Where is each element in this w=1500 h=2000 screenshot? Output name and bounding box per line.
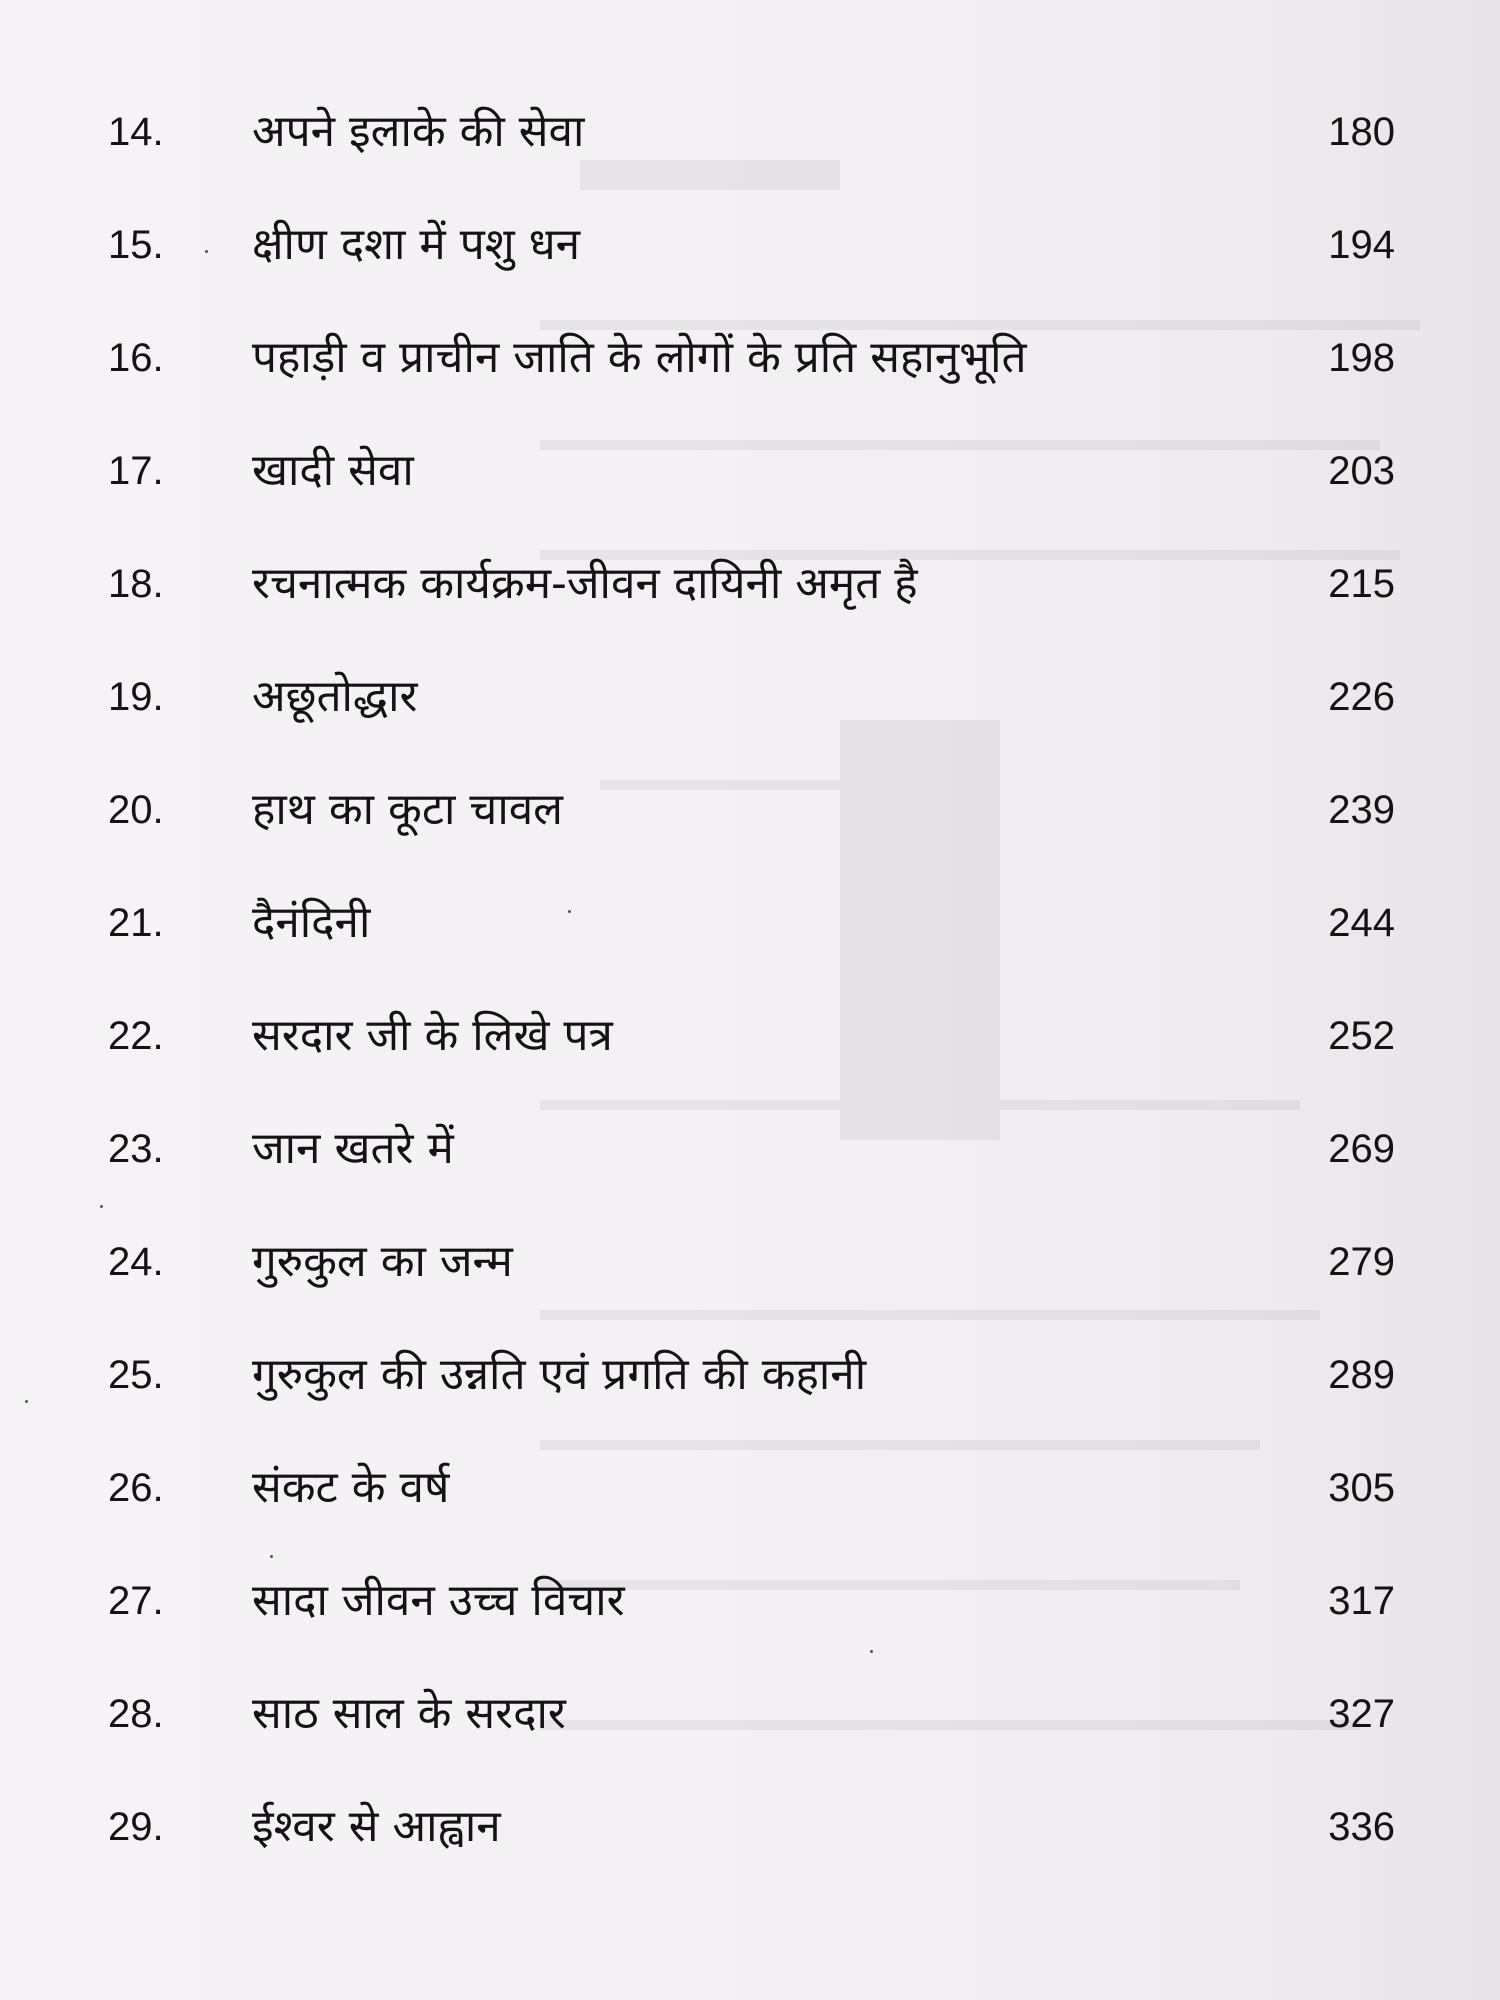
chapter-title: रचनात्मक कार्यक्रम-जीवन दायिनी अमृत है bbox=[252, 558, 918, 609]
chapter-number: 25. bbox=[108, 1353, 164, 1397]
chapter-title: क्षीण दशा में पशु धन bbox=[252, 219, 581, 270]
page-number: 269 bbox=[1328, 1127, 1395, 1171]
toc-entry bbox=[0, 1109, 1500, 1189]
chapter-number: 22. bbox=[108, 1014, 164, 1058]
page-number: 180 bbox=[1328, 110, 1395, 154]
toc-entry bbox=[0, 1674, 1500, 1754]
page-number: 239 bbox=[1328, 788, 1395, 832]
page-number: 198 bbox=[1328, 336, 1395, 380]
page-number: 327 bbox=[1328, 1692, 1395, 1736]
chapter-title: खादी सेवा bbox=[252, 445, 414, 496]
toc-entry bbox=[0, 1335, 1500, 1415]
chapter-number: 17. bbox=[108, 449, 164, 493]
toc-entry bbox=[0, 92, 1500, 172]
table-of-contents bbox=[0, 92, 1500, 1892]
chapter-title: जान खतरे में bbox=[252, 1123, 454, 1174]
page-number: 289 bbox=[1328, 1353, 1395, 1397]
toc-entry bbox=[0, 770, 1500, 850]
chapter-number: 19. bbox=[108, 675, 164, 719]
toc-entry bbox=[0, 318, 1500, 398]
page-number: 305 bbox=[1328, 1466, 1395, 1510]
toc-entry bbox=[0, 996, 1500, 1076]
chapter-number: 20. bbox=[108, 788, 164, 832]
page-number: 226 bbox=[1328, 675, 1395, 719]
toc-entry bbox=[0, 431, 1500, 511]
chapter-title: ईश्वर से आह्वान bbox=[252, 1801, 501, 1852]
page-number: 194 bbox=[1328, 223, 1395, 267]
page-number: 317 bbox=[1328, 1579, 1395, 1623]
page-number: 336 bbox=[1328, 1805, 1395, 1849]
chapter-number: 16. bbox=[108, 336, 164, 380]
chapter-title: गुरुकुल की उन्नति एवं प्रगति की कहानी bbox=[252, 1349, 867, 1400]
chapter-number: 24. bbox=[108, 1240, 164, 1284]
chapter-number: 29. bbox=[108, 1805, 164, 1849]
toc-entry bbox=[0, 1222, 1500, 1302]
chapter-title: सरदार जी के लिखे पत्र bbox=[252, 1010, 613, 1061]
chapter-title: गुरुकुल का जन्म bbox=[252, 1236, 513, 1287]
toc-entry bbox=[0, 1787, 1500, 1867]
chapter-number: 14. bbox=[108, 110, 164, 154]
chapter-number: 28. bbox=[108, 1692, 164, 1736]
chapter-title: दैनंदिनी bbox=[252, 897, 371, 948]
page-number: 252 bbox=[1328, 1014, 1395, 1058]
toc-entry bbox=[0, 544, 1500, 624]
chapter-number: 27. bbox=[108, 1579, 164, 1623]
page-number: 203 bbox=[1328, 449, 1395, 493]
toc-entry bbox=[0, 883, 1500, 963]
chapter-title: सादा जीवन उच्च विचार bbox=[252, 1575, 625, 1626]
chapter-title: हाथ का कूटा चावल bbox=[252, 784, 564, 835]
chapter-title: पहाड़ी व प्राचीन जाति के लोगों के प्रति सहानुभूति bbox=[252, 332, 1027, 383]
toc-entry bbox=[0, 657, 1500, 737]
chapter-title: अछूतोद्धार bbox=[252, 671, 418, 722]
chapter-number: 18. bbox=[108, 562, 164, 606]
chapter-title: संकट के वर्ष bbox=[252, 1462, 450, 1513]
page-number: 215 bbox=[1328, 562, 1395, 606]
page-number: 279 bbox=[1328, 1240, 1395, 1284]
chapter-number: 15. bbox=[108, 223, 164, 267]
page-number: 244 bbox=[1328, 901, 1395, 945]
chapter-number: 21. bbox=[108, 901, 164, 945]
toc-entry bbox=[0, 1561, 1500, 1641]
chapter-number: 26. bbox=[108, 1466, 164, 1510]
chapter-number: 23. bbox=[108, 1127, 164, 1171]
toc-entry bbox=[0, 1448, 1500, 1528]
toc-entry bbox=[0, 205, 1500, 285]
chapter-title: अपने इलाके की सेवा bbox=[252, 106, 585, 157]
chapter-title: साठ साल के सरदार bbox=[252, 1688, 566, 1739]
